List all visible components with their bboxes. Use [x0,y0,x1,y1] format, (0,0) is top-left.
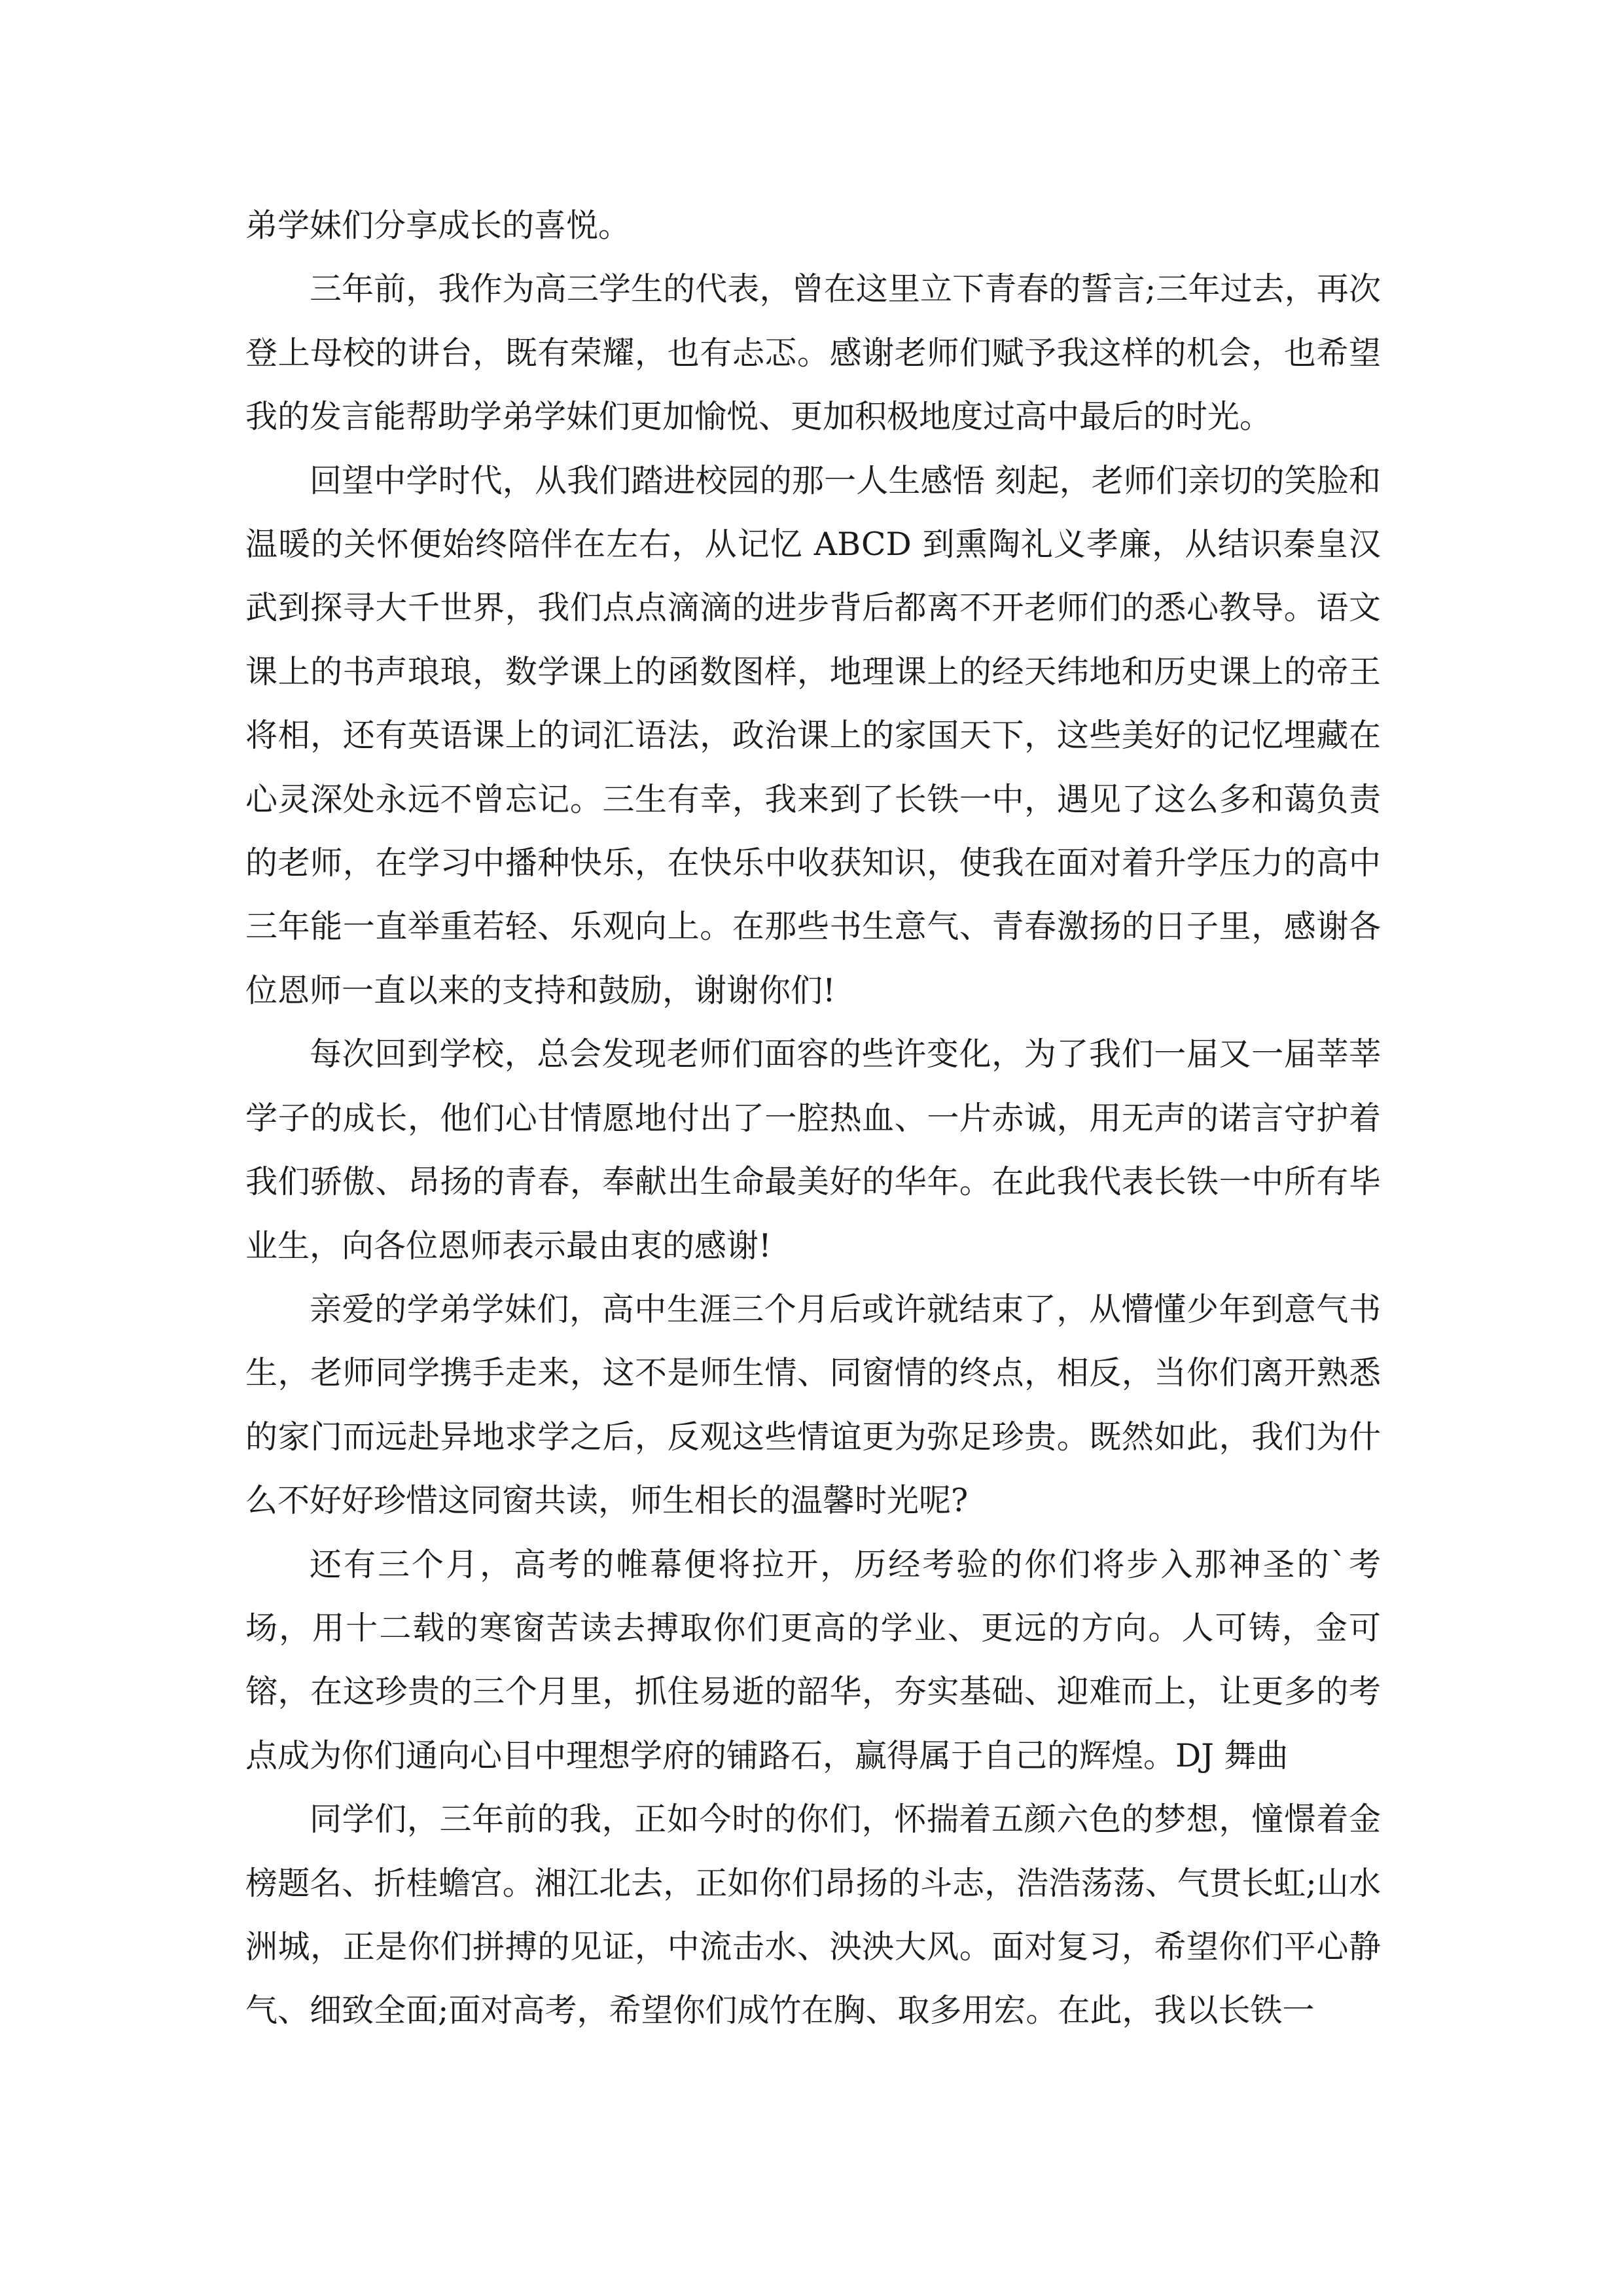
paragraph-continuation: 弟学妹们分享成长的喜悦。 [245,207,631,244]
paragraph: 三年前，我作为高三学生的代表，曾在这里立下青春的誓言;三年过去，再次登上母校的讲台，既有荣耀，也有忐忑。感谢老师们赋予我这样的机会，也希望我的发言能帮助学弟学妹们更加愉悦、更加积极地度过高中最后的时光。 [245,270,1381,436]
paragraph: 还有三个月，高考的帷幕便将拉开，历经考验的你们将步入那神圣的`考场，用十二载的寒窗苦读去搏取你们更高的学业、更远的方向。人可铸，金可镕，在这珍贵的三个月里，抓住易逝的韶华，夯实基础、迎难而上，让更多的考点成为你们通向心目中理想学府的铺路石，赢得属于自己的辉煌。DJ 舞曲 [245,1545,1381,1774]
paragraph: 同学们，三年前的我，正如今时的你们，怀揣着五颜六色的梦想，憧憬着金榜题名、折桂蟾宫。湘江北去，正如你们昂扬的斗志，浩浩荡荡、气贯长虹;山水洲城，正是你们拼搏的见证，中流击水、泱泱大风。面对复习，希望你们平心静气、细致全面;面对高考，希望你们成竹在胸、取多用宏。在此，我以长铁一 [245,1801,1381,2030]
paragraph: 亲爱的学弟学妹们，高中生涯三个月后或许就结束了，从懵懂少年到意气书生，老师同学携手走来，这不是师生情、同窗情的终点，相反，当你们离开熟悉的家门而远赴异地求学之后，反观这些情谊更为弥足珍贵。既然如此，我们为什么不好好珍惜这同窗共读，师生相长的温馨时光呢? [245,1290,1381,1520]
paragraph: 每次回到学校，总会发现老师们面容的些许变化，为了我们一届又一届莘莘学子的成长，他们心甘情愿地付出了一腔热血、一片赤诚，用无声的诺言守护着我们骄傲、昂扬的青春，奉献出生命最美好的华年。在此我代表长铁一中所有毕业生，向各位恩师表示最由衷的感谢! [245,1035,1381,1265]
body-text [245,194,1381,2043]
paragraph: 回望中学时代，从我们踏进校园的那一人生感悟 刻起，老师们亲切的笑脸和温暖的关怀便始终陪伴在左右，从记忆 ABCD 到熏陶礼义孝廉，从结识秦皇汉武到探寻大千世界，我们点点滴滴的进步背后都离不开老师们的悉心教导。语文课上的书声琅琅，数学课上的函数图样，地理课上的经天纬地和历史课上的帝王将相，还有英语课上的词汇语法，政治课上的家国天下，这些美好的记忆埋藏在心灵深处永远不曾忘记。三生有幸，我来到了长铁一中，遇见了这么多和蔼负责的老师，在学习中播种快乐，在快乐中收获知识，使我在面对着升学压力的高中三年能一直举重若轻、乐观向上。在那些书生意气、青春激扬的日子里，感谢各位恩师一直以来的支持和鼓励，谢谢你们! [245,461,1381,1009]
